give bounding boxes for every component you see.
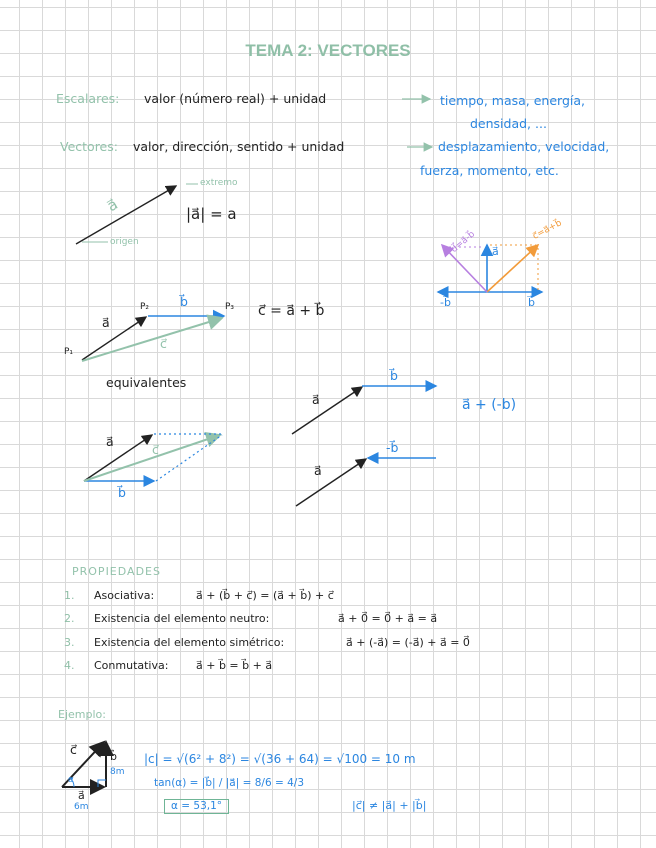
- ej-side-a: 6m: [74, 802, 89, 812]
- ej-side-b: 8m: [110, 767, 125, 777]
- ej-inequality: |c⃗| ≠ |a⃗| + |b⃗|: [352, 799, 427, 812]
- eq-c-label: c⃗: [152, 442, 159, 457]
- color-diff-arrow: [442, 245, 487, 292]
- prop-4-label: Conmutativa:: [94, 659, 169, 672]
- vectores-examples-1: desplazamiento, velocidad,: [438, 139, 610, 154]
- color-sum-label: c⃗=a⃗+b⃗: [531, 218, 564, 242]
- escalares-examples-1: tiempo, masa, energía,: [440, 93, 585, 108]
- origen-label: origen: [110, 237, 139, 247]
- diff-neg-b-label: -b⃗: [386, 440, 399, 455]
- diff-a-arrow-2: [296, 459, 366, 506]
- prop-4-formula: a⃗ + b⃗ = b⃗ + a⃗: [196, 659, 273, 672]
- prop-3-label: Existencia del elemento simétrico:: [94, 636, 285, 649]
- ej-a-label: a⃗: [78, 789, 85, 802]
- point-p1: P₁: [64, 347, 74, 357]
- equivalentes-label: equivalentes: [106, 375, 187, 390]
- escalares-label: Escalares:: [56, 91, 120, 106]
- extremo-label: extremo: [200, 178, 238, 188]
- escalares-examples-2: densidad, ...: [470, 116, 547, 131]
- ejemplo-heading: Ejemplo:: [58, 708, 106, 721]
- sum-b-label: b⃗: [180, 294, 188, 309]
- diff-b-label: b⃗: [390, 368, 398, 383]
- prop-1-num: 1.: [64, 589, 75, 602]
- point-p3: P₃: [225, 302, 235, 312]
- color-b-label: b⃗: [528, 296, 535, 309]
- diff-formula: a⃗ + (-b): [462, 397, 517, 413]
- point-p2: P₂: [140, 302, 150, 312]
- sum-a-arrow: [82, 317, 146, 360]
- prop-3-num: 3.: [64, 636, 75, 649]
- modulo-formula: |a⃗| = a: [186, 205, 237, 223]
- ej-c-label: c⃗: [70, 742, 77, 757]
- page-title: TEMA 2: VECTORES: [245, 41, 411, 60]
- ej-eq-tan: tan(α) = |b⃗| / |a⃗| = 8/6 = 4/3: [154, 777, 304, 789]
- ej-eq-modulo: |c| = √(6² + 8²) = √(36 + 64) = √100 = 10 m: [144, 752, 416, 766]
- vector-a-arrow: [76, 186, 176, 244]
- vectores-label: Vectores:: [60, 139, 118, 154]
- prop-4-num: 4.: [64, 659, 75, 672]
- ej-b-label: b⃗: [110, 750, 117, 763]
- escalares-definition: valor (número real) + unidad: [144, 91, 327, 106]
- vectores-definition: valor, dirección, sentido + unidad: [133, 139, 345, 154]
- prop-2-label: Existencia del elemento neutro:: [94, 612, 270, 625]
- color-neg-b-label: -b⃗: [440, 296, 451, 309]
- sum-a-label: a⃗: [102, 315, 110, 330]
- ej-right-angle: [98, 780, 106, 787]
- diff-a-arrow-1: [292, 387, 362, 434]
- color-a-label: a⃗: [492, 245, 499, 258]
- color-diff-label: d⃗=a⃗-b⃗: [449, 229, 478, 255]
- ej-result-box: α = 53,1°: [164, 799, 229, 814]
- sum-c-label: c⃗: [160, 336, 167, 351]
- propiedades-heading: PROPIEDADES: [72, 565, 161, 578]
- vectores-examples-2: fuerza, momento, etc.: [420, 163, 559, 178]
- prop-1-formula: a⃗ + (b⃗ + c⃗) = (a⃗ + b⃗) + c⃗: [196, 589, 334, 602]
- eq-dotted-side: [156, 435, 222, 481]
- sum-formula: c⃗ = a⃗ + b⃗: [258, 303, 325, 319]
- eq-a-arrow: [84, 435, 152, 481]
- ej-angle-label: α: [68, 775, 74, 785]
- diff-a-label-1: a⃗: [312, 392, 320, 407]
- prop-1-label: Asociativa:: [94, 589, 155, 602]
- diff-a-label-2: a⃗: [314, 463, 322, 478]
- eq-b-label: b⃗: [118, 485, 126, 500]
- prop-2-formula: a⃗ + 0⃗ = 0⃗ + a⃗ = a⃗: [338, 612, 438, 625]
- prop-2-num: 2.: [64, 612, 75, 625]
- prop-3-formula: a⃗ + (-a⃗) = (-a⃗) + a⃗ = 0⃗: [346, 636, 470, 649]
- vector-a-label: a⃗: [103, 194, 121, 216]
- eq-a-label: a⃗: [106, 434, 114, 449]
